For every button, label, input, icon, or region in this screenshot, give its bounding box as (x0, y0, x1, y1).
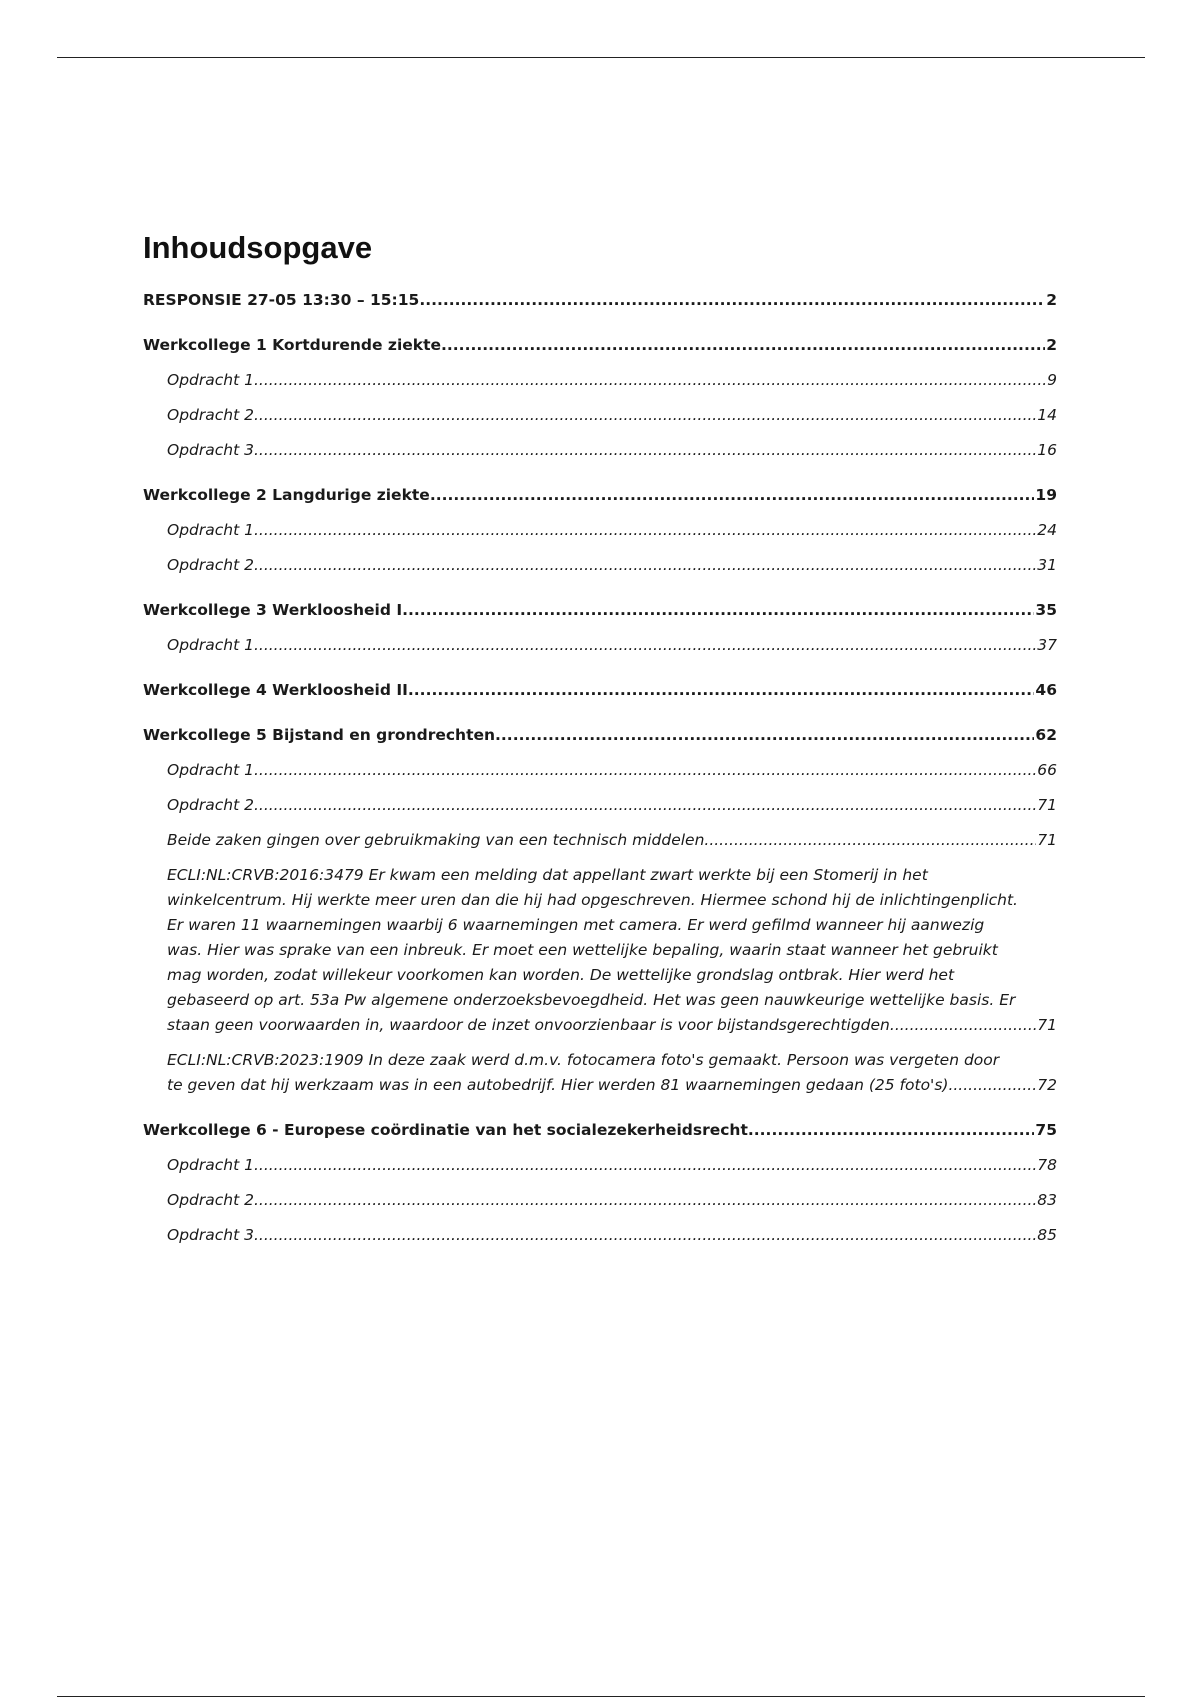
toc-section-entry[interactable] (143, 598, 1057, 623)
toc-page-number: 83 (1037, 1191, 1057, 1209)
header-rule (57, 57, 1145, 58)
toc-entry-text: Werkcollege 3 Werkloosheid I (143, 601, 403, 619)
dot-leader (441, 333, 1045, 358)
toc-entry-text: Opdracht 2 (167, 1191, 254, 1209)
toc-section-entry[interactable] (143, 483, 1057, 508)
toc-section-entry[interactable] (143, 678, 1057, 703)
toc-page-number: 35 (1035, 601, 1057, 619)
toc-entry-text: Werkcollege 1 Kortdurende ziekte (143, 336, 442, 354)
toc-entry-text: Werkcollege 4 Werkloosheid II (143, 681, 408, 699)
toc-entry-text: ECLI:NL:CRVB:2016:3479 Er kwam een melding dat appellant zwart werkte bij een Stomerij in het (167, 866, 928, 884)
dot-leader (408, 678, 1035, 703)
dot-leader (254, 518, 1036, 543)
dot-leader (254, 553, 1036, 578)
toc-entry-text: Werkcollege 5 Bijstand en grondrechten (143, 726, 496, 744)
toc-subsection-entry[interactable] (167, 863, 1057, 1038)
dot-leader (254, 758, 1036, 783)
toc-page-number: 24 (1037, 521, 1057, 539)
toc-subsection-entry[interactable] (167, 1048, 1057, 1098)
toc-page-number: 75 (1035, 1121, 1057, 1139)
toc-page-number: 72 (1037, 1076, 1057, 1094)
toc-entry-text: Opdracht 1 (167, 636, 254, 654)
toc-entry-text: Werkcollege 2 Langdurige ziekte (143, 486, 430, 504)
toc-entry-text: te geven dat hij werkzaam was in een autobedrijf. Hier werden 81 waarnemingen gedaan (25 foto's). (167, 1076, 954, 1094)
toc-subsection-entry[interactable] (167, 553, 1057, 578)
toc-subsection-entry[interactable] (167, 1223, 1057, 1248)
toc-page-number: 78 (1037, 1156, 1057, 1174)
toc-subsection-entry[interactable] (167, 368, 1057, 393)
toc-entry-text: Opdracht 3 (167, 1226, 254, 1244)
dot-leader (709, 828, 1036, 853)
toc-entry-text: staan geen voorwaarden in, waardoor de inzet onvoorzienbaar is voor bijstandsgerechtigden. (167, 1016, 895, 1034)
toc-entry-text: Opdracht 1 (167, 521, 254, 539)
toc-entry-text: Werkcollege 6 - Europese coördinatie van het socialezekerheidsrecht (143, 1121, 748, 1139)
dot-leader (254, 438, 1036, 463)
toc-page-number: 85 (1037, 1226, 1057, 1244)
toc-page-number: 31 (1037, 556, 1057, 574)
toc-entry-text: mag worden, zodat willekeur voorkomen kan worden. De wettelijke grondslag ontbrak. Hier werd het (167, 966, 955, 984)
toc-entry-text: Opdracht 1 (167, 371, 254, 389)
toc-page-number: 71 (1037, 1016, 1057, 1034)
toc-subsection-entry[interactable] (167, 758, 1057, 783)
toc-subsection-entry[interactable] (167, 518, 1057, 543)
toc-page-number: 71 (1037, 796, 1057, 814)
toc-page-number: 62 (1035, 726, 1057, 744)
toc-entry-text: Opdracht 2 (167, 796, 254, 814)
dot-leader (254, 1188, 1036, 1213)
dot-leader (953, 1073, 1036, 1098)
toc-subsection-entry[interactable] (167, 1188, 1057, 1213)
toc-page-number: 66 (1037, 761, 1057, 779)
toc-entry-text: Opdracht 3 (167, 441, 254, 459)
toc-heading: Inhoudsopgave (143, 230, 373, 265)
toc-page-number: 2 (1046, 291, 1057, 309)
dot-leader (895, 1013, 1036, 1038)
toc-page-number: 71 (1037, 831, 1057, 849)
toc-entry-text: Opdracht 2 (167, 406, 254, 424)
dot-leader (254, 1153, 1036, 1178)
dot-leader (254, 793, 1036, 818)
toc-entry-text: RESPONSIE 27-05 13:30 – 15:15 (143, 291, 420, 309)
toc-subsection-entry[interactable] (167, 793, 1057, 818)
toc-page-number: 2 (1046, 336, 1057, 354)
toc-entry-text: was. Hier was sprake van een inbreuk. Er moet een wettelijke bepaling, waarin staat wanneer het gebruikt (167, 941, 998, 959)
dot-leader (254, 633, 1036, 658)
toc-page-number: 14 (1037, 406, 1057, 424)
toc-entry-text: winkelcentrum. Hij werkte meer uren dan die hij had opgeschreven. Hiermee schond hij de inlichtingenplicht. (167, 891, 1018, 909)
dot-leader (419, 288, 1045, 313)
toc-page-number: 16 (1037, 441, 1057, 459)
toc-subsection-entry[interactable] (167, 633, 1057, 658)
dot-leader (254, 1223, 1036, 1248)
toc-subsection-entry[interactable] (167, 828, 1057, 853)
toc-entry-text: Opdracht 2 (167, 556, 254, 574)
toc-page-number: 46 (1035, 681, 1057, 699)
toc-subsection-entry[interactable] (167, 403, 1057, 428)
dot-leader (254, 403, 1036, 428)
toc-subsection-entry[interactable] (167, 438, 1057, 463)
dot-leader (495, 723, 1034, 748)
toc-page-number: 9 (1047, 371, 1057, 389)
toc-section-entry[interactable] (143, 288, 1057, 313)
toc-entry-text: Beide zaken gingen over gebruikmaking van een technisch middelen. (167, 831, 710, 849)
footer-rule (57, 1696, 1145, 1697)
toc-entry-text: gebaseerd op art. 53a Pw algemene onderzoeksbevoegdheid. Het was geen nauwkeurige wettelijke basis. Er (167, 991, 1016, 1009)
dot-leader (430, 483, 1035, 508)
toc-section-entry[interactable] (143, 723, 1057, 748)
toc-page-number: 37 (1037, 636, 1057, 654)
toc-page-number: 19 (1035, 486, 1057, 504)
dot-leader (402, 598, 1034, 623)
toc-entry-text: Opdracht 1 (167, 761, 254, 779)
toc-section-entry[interactable] (143, 333, 1057, 358)
toc-entry-text: Opdracht 1 (167, 1156, 254, 1174)
toc-subsection-entry[interactable] (167, 1153, 1057, 1178)
dot-leader (748, 1118, 1035, 1143)
table-of-contents (143, 288, 1057, 1248)
toc-section-entry[interactable] (143, 1118, 1057, 1143)
toc-entry-text: ECLI:NL:CRVB:2023:1909 In deze zaak werd d.m.v. fotocamera foto's gemaakt. Persoon was vergeten door (167, 1051, 1000, 1069)
toc-entry-text: Er waren 11 waarnemingen waarbij 6 waarnemingen met camera. Er werd gefilmd wanneer hij aanwezig (167, 916, 985, 934)
dot-leader (254, 368, 1046, 393)
